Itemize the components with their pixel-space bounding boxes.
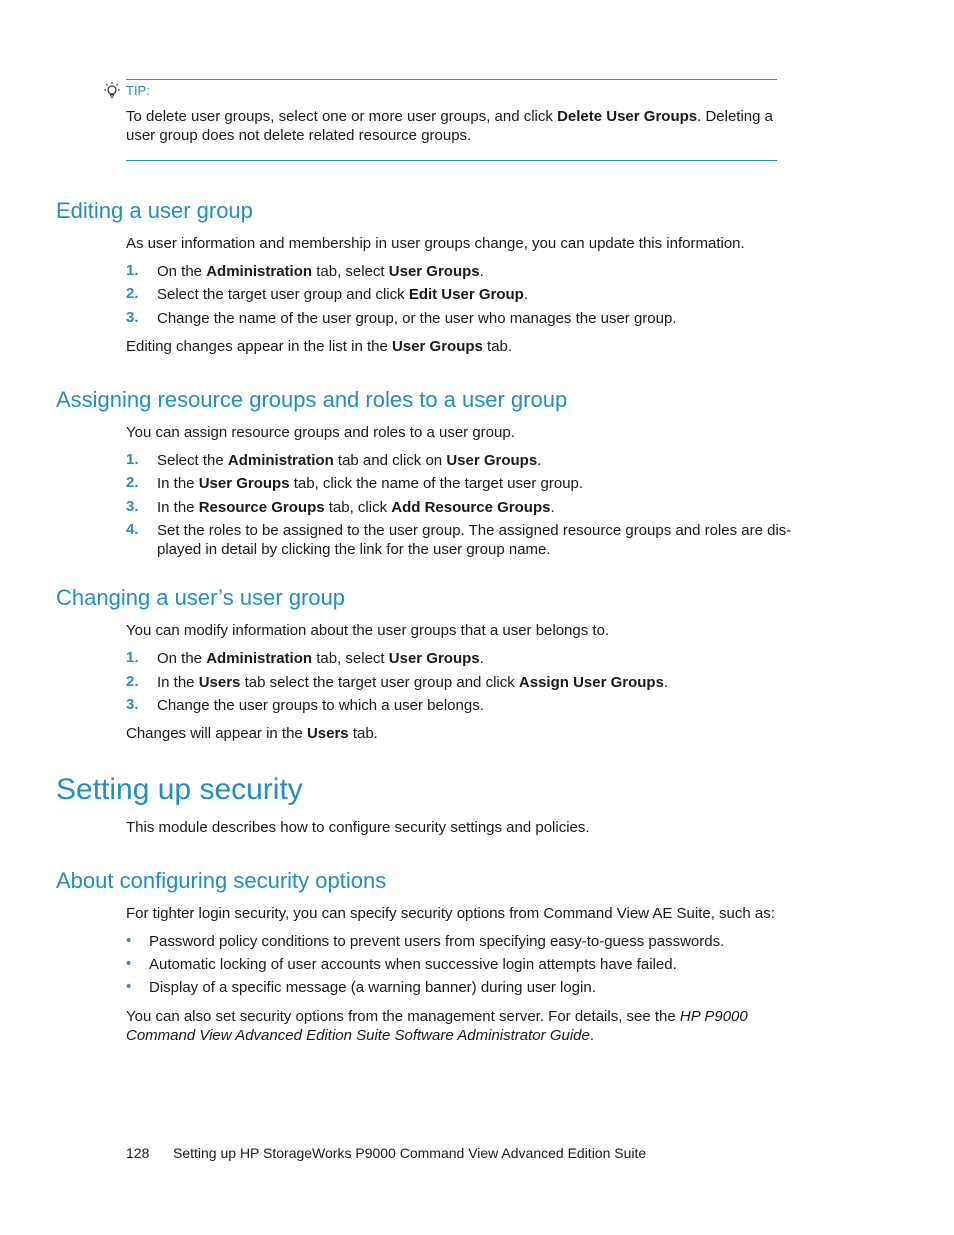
outro-italic: HP P9000 Command View Advanced Edition Suite Software Administrator Guide <box>126 1008 748 1044</box>
editing-outro <box>126 337 512 356</box>
editing-intro: As user information and membership in user groups change, you can update this information. <box>126 235 745 252</box>
about-outro <box>126 1007 816 1045</box>
step-text: Change the user groups to which a user belongs. <box>157 697 484 714</box>
outro-part: Changes will appear in the <box>126 725 307 742</box>
step-number: 3. <box>126 696 139 713</box>
bullet-dot-icon: • <box>126 978 132 995</box>
changing-intro: You can modify information about the user groups that a user belongs to. <box>126 622 610 639</box>
tip-text-part: To delete user groups, select one or more user groups, and click <box>126 108 558 125</box>
bullet-item: Automatic locking of user accounts when successive login attempts have failed. <box>149 956 677 973</box>
page-number: 128 <box>126 1145 150 1161</box>
step-number: 2. <box>126 285 139 302</box>
step-number: 1. <box>126 649 139 666</box>
step-text: Select the target user group and click Edit User Group. <box>157 286 528 303</box>
step-number: 1. <box>126 451 139 468</box>
bullet-dot-icon: • <box>126 932 132 949</box>
tip-text-part: . Deleting a user group does not delete related resource groups. <box>126 108 773 144</box>
section-heading-about: About configuring security options <box>56 868 387 893</box>
step-number: 3. <box>126 309 139 326</box>
outro-part: tab. <box>348 725 378 742</box>
step-text: Select the Administration tab and click on User Groups. <box>157 452 542 469</box>
step-text: Change the name of the user group, or the user who manages the user group. <box>157 310 677 327</box>
section-heading-security: Setting up security <box>56 773 303 806</box>
tip-top-rule <box>126 79 777 80</box>
changing-outro <box>126 724 378 743</box>
step-text: In the User Groups tab, click the name of the target user group. <box>157 475 584 492</box>
outro-part: tab. <box>482 338 513 355</box>
footer-title: Setting up HP StorageWorks P9000 Command View Advanced Edition Suite <box>173 1145 647 1161</box>
step-text: Set the roles to be assigned to the user group. The assigned resource groups and roles are dis-played in detail by clicking the link for the user group name. <box>157 522 792 558</box>
about-intro: For tighter login security, you can specify security options from Command View AE Suite, such as: <box>126 905 775 922</box>
outro-bold: Users <box>306 725 349 742</box>
step-text: In the Resource Groups tab, click Add Resource Groups. <box>157 499 555 516</box>
bullet-item: Password policy conditions to prevent users from specifying easy-to-guess passwords. <box>149 933 725 950</box>
lightbulb-icon <box>102 81 122 101</box>
tip-text-bold: Delete User Groups <box>557 108 698 125</box>
tip-label: TIP: <box>126 83 150 98</box>
outro-part: You can also set security options from the management server. For details, see the <box>126 1008 680 1025</box>
security-intro: This module describes how to configure security settings and policies. <box>126 819 590 836</box>
tip-text <box>126 107 781 145</box>
step-number: 3. <box>126 498 139 515</box>
step-number: 2. <box>126 474 139 491</box>
step-number: 4. <box>126 521 139 538</box>
outro-part: Editing changes appear in the list in the <box>126 338 393 355</box>
section-heading-editing: Editing a user group <box>56 198 253 223</box>
step-number: 2. <box>126 673 139 690</box>
bullet-item: Display of a specific message (a warning banner) during user login. <box>149 979 596 996</box>
section-heading-changing: Changing a user’s user group <box>56 585 346 610</box>
bullet-dot-icon: • <box>126 955 132 972</box>
section-heading-assigning: Assigning resource groups and roles to a user group <box>56 387 568 412</box>
assigning-intro: You can assign resource groups and roles to a user group. <box>126 424 515 441</box>
outro-part: . <box>589 1027 595 1044</box>
step-text: On the Administration tab, select User Groups. <box>157 263 484 280</box>
outro-bold: User Groups <box>392 338 483 355</box>
step-text: On the Administration tab, select User Groups. <box>157 650 484 667</box>
tip-bottom-rule <box>126 160 777 161</box>
step-text: In the Users tab select the target user group and click Assign User Groups. <box>157 674 669 691</box>
step-number: 1. <box>126 262 139 279</box>
